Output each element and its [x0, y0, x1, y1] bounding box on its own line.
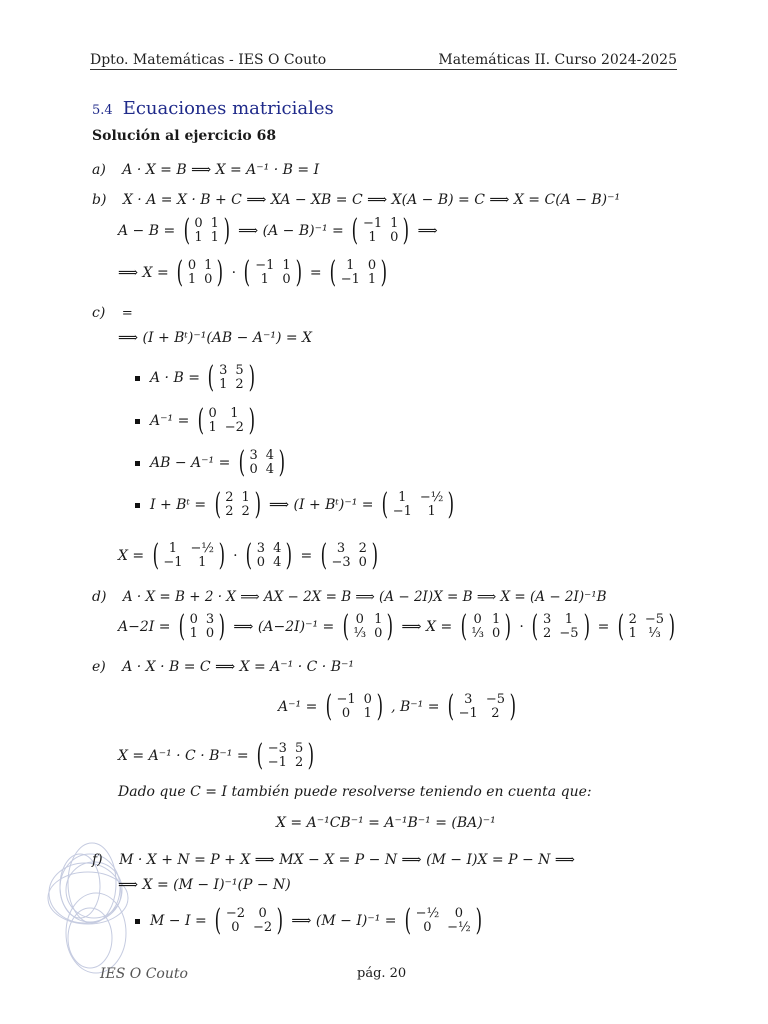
matrix-cell: 2: [225, 490, 234, 505]
matrix-cell: 3: [543, 612, 552, 627]
right-paren: ): [276, 903, 284, 938]
bullet: [135, 419, 140, 424]
matrix-table: [625, 613, 668, 641]
c-item3-text: AB − A⁻¹ =: [150, 455, 231, 471]
line-b2: [118, 255, 391, 290]
left-paren: (: [617, 609, 624, 644]
matrix-table: [539, 613, 582, 641]
line-a: [92, 162, 319, 178]
matrix-cell: 1: [210, 230, 219, 245]
bullet: [135, 919, 140, 924]
section-heading: [92, 98, 334, 119]
matrix-cell: 1: [260, 272, 269, 287]
header-left: Dpto. Matemáticas - IES O Couto: [90, 52, 327, 68]
matrix-cell: 0: [282, 272, 291, 287]
matrix-cell: 3: [219, 363, 228, 378]
matrix-cell: 3: [336, 541, 346, 556]
matrix-cell: 0: [256, 555, 266, 570]
matrix-table: [204, 407, 247, 435]
c-x-dot: ·: [233, 548, 238, 564]
right-paren: ): [223, 213, 231, 248]
f3-text-a: M − I =: [150, 913, 207, 929]
b2-eq: =: [309, 265, 322, 281]
matrix-b2-1: [174, 255, 226, 290]
line-f: [92, 852, 575, 868]
matrix-c-i3: [236, 445, 288, 480]
matrix-f-1: [212, 903, 286, 938]
matrix-cell: 1: [368, 230, 377, 245]
c-x-text: X =: [118, 548, 145, 564]
matrix-cell: 2: [491, 706, 500, 721]
matrix-table: [467, 613, 504, 641]
matrix-cell: 1: [398, 490, 407, 505]
right-paren: ): [248, 360, 255, 395]
line-c2: [118, 330, 312, 346]
c-item4-text-a: I + Bᵗ =: [150, 497, 207, 513]
right-paren: ): [371, 538, 378, 573]
matrix-cell: 0: [208, 406, 217, 421]
matrix-cell: 0: [390, 230, 399, 245]
matrix-cell: 4: [265, 462, 275, 477]
matrix-cell: 1: [367, 272, 377, 287]
matrix-cell: 3: [205, 612, 215, 627]
label-b: b): [92, 192, 107, 208]
eq-e: A · X · B = C ⟹ X = A⁻¹ · C · B⁻¹: [122, 659, 354, 675]
right-paren: ): [386, 609, 394, 644]
matrix-cell: −1: [392, 504, 412, 519]
line-e3: [118, 738, 318, 773]
matrix-cell: 1: [390, 216, 399, 231]
b2-text-a: ⟹ X =: [118, 265, 169, 281]
line-b1: [118, 213, 438, 248]
matrix-cell: ⅓: [353, 626, 367, 641]
matrix-cell: −½: [190, 541, 214, 556]
d2-text-b: ⟹ (A−2I)⁻¹ =: [233, 619, 335, 635]
matrix-cell: 1: [198, 555, 207, 570]
matrix-table: [251, 259, 294, 287]
matrix-cell: 2: [543, 626, 552, 641]
matrix-cell: 0: [231, 920, 240, 935]
line-c: [92, 305, 133, 321]
left-paren: (: [214, 487, 221, 522]
left-paren: (: [460, 609, 467, 644]
right-paren: ): [295, 255, 302, 290]
matrix-c-i4-1: [212, 487, 264, 522]
matrix-cell: −2: [253, 920, 273, 935]
matrix-table: [389, 491, 448, 519]
line-b: [92, 192, 620, 208]
right-paren: ): [403, 213, 410, 248]
matrix-cell: 1: [230, 406, 239, 421]
right-paren: ): [376, 689, 384, 724]
left-paren: (: [325, 689, 332, 724]
line-e5: [276, 815, 496, 831]
matrix-cell: 0: [341, 706, 351, 721]
left-paren: (: [244, 255, 251, 290]
footer-school: IES O Couto: [100, 966, 188, 982]
line-e: [92, 659, 354, 675]
matrix-cell: 4: [273, 555, 282, 570]
matrix-cell: 0: [249, 462, 258, 477]
matrix-cell: 1: [189, 626, 198, 641]
matrix-cell: −2: [224, 420, 244, 435]
left-paren: (: [183, 213, 190, 248]
e4-text: Dado que C = I también puede resolverse teniendo en cuenta que:: [118, 784, 592, 800]
right-paren: ): [285, 538, 293, 573]
matrix-cell: 0: [454, 906, 464, 921]
section-number: 5.4: [92, 103, 113, 118]
matrix-cell: 1: [628, 626, 637, 641]
matrix-table: [222, 907, 276, 935]
line-d2: [118, 609, 679, 644]
right-paren: ): [475, 903, 482, 938]
matrix-cell: 4: [273, 541, 282, 556]
f3-text-b: ⟹ (M − I)⁻¹ =: [291, 913, 397, 929]
right-paren: ): [248, 403, 256, 438]
matrix-cell: 0: [423, 920, 432, 935]
matrix-table: [159, 542, 218, 570]
list-item-c1: [135, 360, 258, 395]
matrix-b2-2: [241, 255, 304, 290]
matrix-d-2: [340, 609, 396, 644]
bullet: [135, 376, 140, 381]
right-paren: ): [448, 487, 455, 522]
matrix-table: [359, 217, 402, 245]
b1-text-b: ⟹ (A − B)⁻¹ =: [238, 223, 344, 239]
c-x-eq: =: [300, 548, 313, 564]
solution-title: Solución al ejercicio 68: [92, 128, 277, 144]
matrix-table: [337, 259, 380, 287]
matrix-cell: −3: [331, 555, 351, 570]
matrix-cell: −3: [267, 741, 287, 756]
matrix-cell: 0: [258, 906, 267, 921]
list-item-c2: [135, 403, 259, 438]
label-c: c): [92, 305, 106, 321]
right-paren: ): [218, 538, 226, 573]
matrix-cell: 2: [241, 504, 250, 519]
right-paren: ): [509, 689, 517, 724]
matrix-cell: 0: [358, 555, 367, 570]
matrix-cell: −1: [336, 692, 356, 707]
section-title: Ecuaciones matriciales: [122, 98, 334, 119]
left-paren: (: [197, 403, 204, 438]
matrix-cell: 0: [374, 626, 383, 641]
left-paren: (: [342, 609, 349, 644]
right-paren: ): [307, 738, 315, 773]
matrix-cell: 1: [187, 272, 197, 287]
e2-text-b: , B⁻¹ =: [391, 699, 440, 715]
matrix-cell: 2: [235, 377, 244, 392]
matrix-table: [349, 613, 386, 641]
line-d: [92, 589, 607, 605]
left-paren: (: [320, 538, 327, 573]
matrix-cell: −2: [225, 906, 246, 921]
matrix-cell: −½: [447, 920, 471, 935]
matrix-cell: 1: [363, 706, 372, 721]
matrix-c-x3: [318, 538, 381, 573]
matrix-cell: 0: [367, 258, 377, 273]
label-e: e): [92, 659, 106, 675]
right-paren: ): [668, 609, 676, 644]
left-paren: (: [214, 903, 222, 938]
matrix-cell: 1: [204, 258, 213, 273]
b1-text-a: A − B =: [118, 223, 176, 239]
left-paren: (: [176, 255, 184, 290]
matrix-cell: 5: [294, 741, 304, 756]
matrix-d-1: [176, 609, 228, 644]
matrix-cell: 1: [427, 504, 436, 519]
matrix-c-i4-2: [379, 487, 457, 522]
matrix-cell: 1: [194, 230, 203, 245]
eq-d: A · X = B + 2 · X ⟹ AX − 2X = B ⟹ (A − 2I)X = B ⟹ X = (A − 2I)⁻¹B: [122, 589, 607, 605]
matrix-cell: 1: [374, 612, 383, 627]
matrix-cell: 1: [564, 612, 574, 627]
matrix-cell: ⅓: [648, 626, 661, 641]
matrix-cell: −1: [163, 555, 183, 570]
matrix-b1-1: [181, 213, 233, 248]
matrix-cell: 0: [473, 612, 482, 627]
matrix-cell: 1: [491, 612, 501, 627]
line-c-x: [118, 538, 382, 573]
right-paren: ): [218, 609, 226, 644]
matrix-cell: 5: [235, 363, 244, 378]
matrix-cell: −5: [485, 692, 505, 707]
matrix-cell: 4: [265, 448, 275, 463]
left-paren: (: [404, 903, 412, 938]
matrix-cell: 0: [205, 626, 215, 641]
c-item1-text: A · B =: [150, 370, 200, 386]
matrix-cell: 1: [219, 377, 228, 392]
matrix-b2-3: [327, 255, 390, 290]
matrix-cell: −1: [362, 216, 383, 231]
line-e2: [278, 689, 520, 724]
left-paren: (: [245, 538, 253, 573]
eq-c2: ⟹ (I + Bᵗ)⁻¹(AB − A⁻¹) = X: [118, 330, 313, 346]
left-paren: (: [447, 689, 455, 724]
matrix-cell: 2: [225, 504, 234, 519]
d2-text-c: ⟹ X =: [401, 619, 453, 635]
matrix-f-2: [402, 903, 484, 938]
matrix-table: [221, 491, 254, 519]
bullet: [135, 461, 140, 466]
right-paren: ): [217, 255, 224, 290]
eq-a: A · X = B ⟹ X = A⁻¹ · B = I: [122, 162, 320, 178]
right-paren: ): [278, 445, 286, 480]
matrix-c-x1: [150, 538, 228, 573]
matrix-cell: 3: [464, 692, 473, 707]
left-paren: (: [152, 538, 159, 573]
right-paren: ): [254, 487, 261, 522]
matrix-d-4: [529, 609, 592, 644]
footer-page: pág. 20: [357, 966, 407, 981]
left-paren: (: [208, 360, 215, 395]
left-paren: (: [238, 445, 245, 480]
label-a: a): [92, 162, 106, 178]
eq-c: =: [121, 306, 133, 321]
matrix-cell: 0: [204, 272, 213, 287]
left-paren: (: [531, 609, 539, 644]
matrix-b1-2: [349, 213, 412, 248]
matrix-e-2: [445, 689, 519, 724]
e5-text: X = A⁻¹CB⁻¹ = A⁻¹B⁻¹ = (BA)⁻¹: [276, 815, 496, 831]
matrix-cell: 2: [358, 541, 367, 556]
header-right: Matemáticas II. Curso 2024-2025: [438, 52, 677, 68]
bullet: [135, 503, 140, 508]
line-f2: [118, 877, 291, 893]
matrix-cell: −1: [458, 706, 478, 721]
d2-text-a: A−2I =: [118, 619, 171, 635]
matrix-cell: 3: [249, 448, 258, 463]
matrix-table: [215, 364, 248, 392]
d2-dot: ·: [519, 619, 524, 635]
matrix-cell: 2: [294, 755, 304, 770]
matrix-cell: 0: [363, 692, 372, 707]
left-paren: (: [381, 487, 389, 522]
matrix-c-x2: [243, 538, 295, 573]
matrix-c-i1: [205, 360, 257, 395]
right-paren: ): [583, 609, 590, 644]
left-paren: (: [351, 213, 359, 248]
matrix-cell: ⅓: [471, 626, 484, 641]
e3-text: X = A⁻¹ · C · B⁻¹ =: [118, 748, 249, 764]
matrix-cell: 0: [187, 258, 197, 273]
matrix-table: [253, 542, 286, 570]
matrix-cell: 1: [210, 216, 219, 231]
matrix-e-1: [323, 689, 386, 724]
matrix-cell: 1: [168, 541, 178, 556]
matrix-table: [455, 693, 509, 721]
matrix-c-i2: [195, 403, 258, 438]
matrix-cell: −½: [415, 906, 440, 921]
b1-text-c: ⟹: [417, 223, 438, 239]
list-item-c3: [135, 445, 289, 480]
label-f: f): [92, 852, 103, 868]
list-item-c4: [135, 487, 458, 522]
matrix-cell: 0: [189, 612, 198, 627]
right-paren: ): [504, 609, 512, 644]
left-paren: (: [178, 609, 186, 644]
c-item2-text: A⁻¹ =: [150, 413, 190, 429]
matrix-cell: −1: [255, 258, 275, 273]
left-paren: (: [256, 738, 264, 773]
matrix-table: [186, 613, 219, 641]
matrix-cell: 0: [355, 612, 364, 627]
matrix-table: [190, 217, 223, 245]
matrix-cell: 1: [208, 420, 217, 435]
b2-dot: ·: [231, 265, 237, 281]
matrix-cell: 3: [256, 541, 266, 556]
matrix-cell: 1: [282, 258, 291, 273]
matrix-table: [184, 259, 217, 287]
matrix-cell: 0: [491, 626, 501, 641]
left-paren: (: [329, 255, 337, 290]
matrix-cell: 1: [241, 490, 250, 505]
d2-eq: =: [597, 619, 610, 635]
matrix-cell: 1: [346, 258, 355, 273]
c-item4-text-b: ⟹ (I + Bᵗ)⁻¹ =: [269, 497, 374, 513]
matrix-cell: 0: [194, 216, 203, 231]
matrix-d-3: [458, 609, 514, 644]
matrix-cell: −½: [419, 490, 444, 505]
label-d: d): [92, 589, 107, 605]
matrix-table: [264, 742, 307, 770]
matrix-table: [332, 693, 375, 721]
matrix-table: [327, 542, 370, 570]
matrix-table: [412, 907, 475, 935]
matrix-d-5: [615, 609, 678, 644]
right-paren: ): [380, 255, 388, 290]
matrix-e-3: [254, 738, 317, 773]
eq-b: X · A = X · B + C ⟹ XA − XB = C ⟹ X(A − B) = C ⟹ X = C(A − B)⁻¹: [122, 192, 621, 208]
list-item-f1: [135, 903, 485, 938]
matrix-cell: −1: [340, 272, 360, 287]
matrix-table: [246, 449, 279, 477]
matrix-cell: −5: [644, 612, 665, 627]
line-e4: [118, 784, 592, 800]
e2-text-a: A⁻¹ =: [278, 699, 318, 715]
header-rule: [90, 69, 677, 70]
f2-text: ⟹ X = (M − I)⁻¹(P − N): [118, 877, 291, 893]
matrix-cell: −5: [559, 626, 579, 641]
matrix-cell: 2: [628, 612, 637, 627]
eq-f: M · X + N = P + X ⟹ MX − X = P − N ⟹ (M − I)X = P − N ⟹: [119, 852, 575, 868]
matrix-cell: −1: [267, 755, 287, 770]
